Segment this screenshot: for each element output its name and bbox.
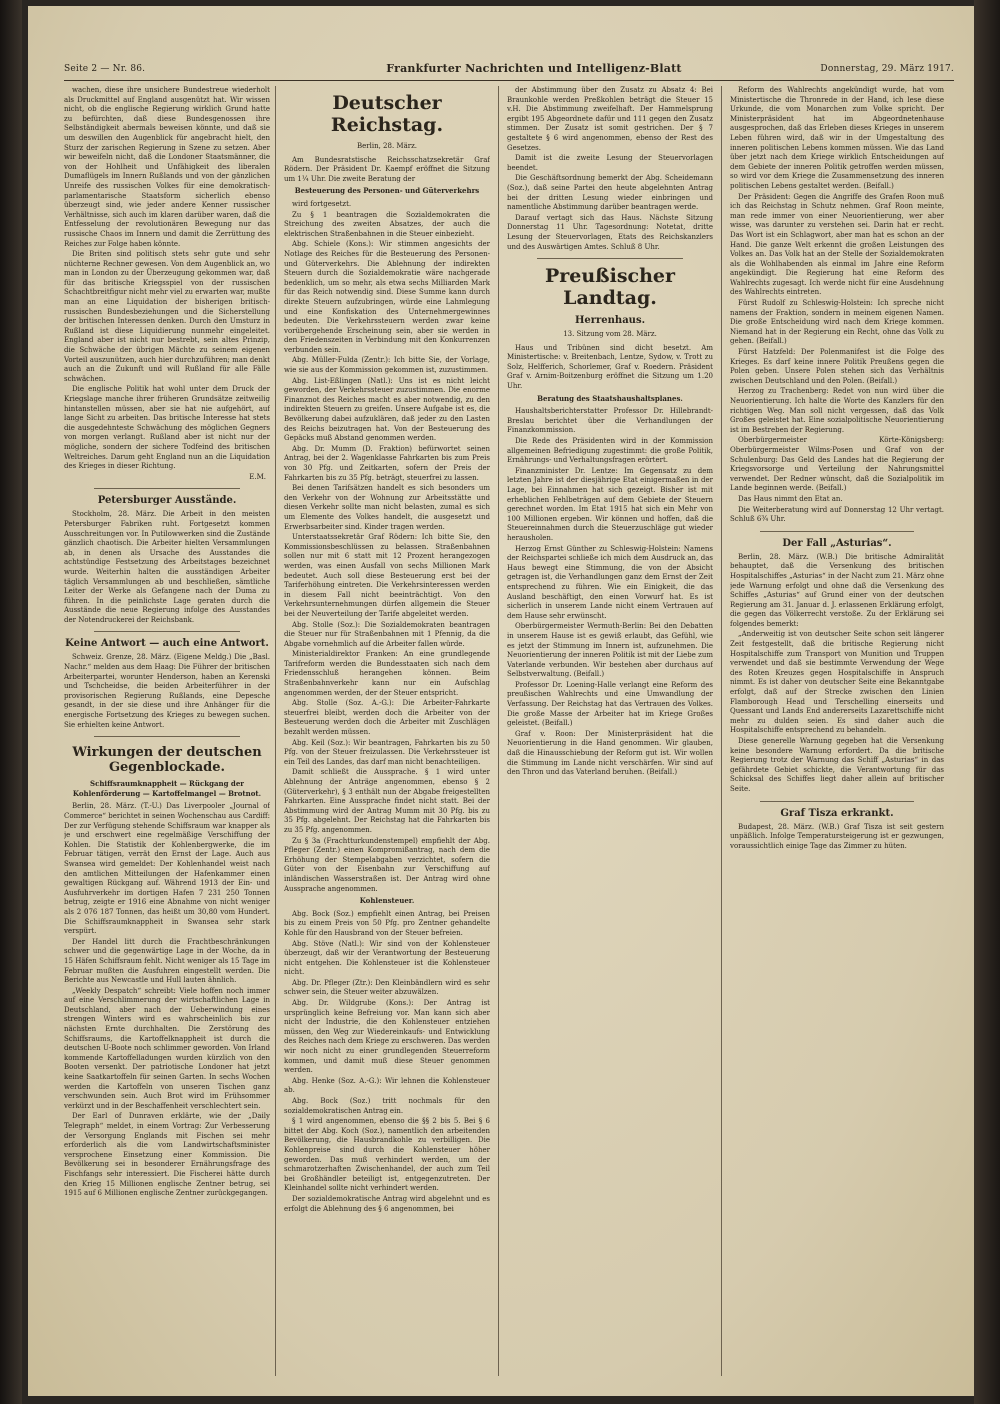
article-paragraph: Der Präsident: Gegen die Angriffe des Grafen Roon muß ich das Reichstag in Schutz nehmen. Graf Roon meinte, man rede immer von einer Neuorientierung, wer aber wisse, was darunter zu verstehen sei. Darin hat er recht. Das Wort ist ein Schlagwort, aber man hat es schon an der Hand. Die ganze Welt erkennt die großen Leistungen des Volkes an. Das Volk hat an der Stelle der Sozialdemokraten als die Wohlhabenden als einmal im Jahre eine Reform angekündigt. Die Regierung hat eine Reform des Wahlrechts zugesagt. Ich werde nicht für eine Ausdehnung des Wahlrechts eintreten. [730,192,944,297]
article-paragraph: Budapest, 28. März. (W.B.) Graf Tisza ist seit gestern unpäßlich. Infolge Temperatursteigerung ist er gezwungen, voraussichtlich einige Tage das Zimmer zu hüten. [730,822,944,850]
article-paragraph: Haus und Tribünen sind dicht besetzt. Am Ministertische: v. Breitenbach, Lentze, Sydow, v. Trott zu Solz, Helfferich, Schorlemer, Graf v. Roedern. Präsident Graf v. Arnim-Boitzenburg eröffnet die Sitzung um 1.20 Uhr. [507,343,713,391]
article-paragraph: Berlin, 28. März. (T.-U.) Das Liverpooler „Journal of Commerce“ berichtet in seinen Wochenschau aus Cardiff: Der zur Verfügung stehende Schiffsraum war knapper als je und erschwert eine regelmäßige Verschiffung der Kohlen. Die Statistik der Kohlenbergwerke, die im Februar tätigen, verrät den Ernst der Lage. Auch aus Swansea wird gemeldet: Der Kohlenhandel weist nach den amtlichen Mitteilungen der Hafenkammer einen gewaltigen Rückgang auf. Während 1913 der Ein- und Ausfuhrverkehr im dortigen Hafen 7 231 250 Tonnen betrug, zeigte er 1916 eine Abnahme von nicht weniger als 2 076 187 Tonnen, das heißt um 30,80 vom Hundert. Die Schiffsraumknappheit in Swansea sehr stark verspürt. [64,802,270,936]
article-paragraph: Herzog zu Trachenberg: Redet von nun wird über die Neuorientierung. Ich halte die Worte des Kanzlers für den richtigen Weg. Man soll nicht vergessen, daß das Volk Großes geleistet hat. Eine sozialpolitische Neuorientierung ist im Bestreben der Regierung. [730,387,944,434]
article-paragraph: Stockholm, 28. März. Die Arbeit in den meisten Petersburger Fabriken ruht. Fortgesetzt kommen Ausschreitungen vor. In Putilowwerken sind die Zustände gänzlich chaotisch. Die Arbeiter hielten Versammlungen ab, in denen als Ursache des Ausstandes die achtstündige Festsetzung des Arbeitstages bezeichnet wurde. Weiterhin halten die ausständigen Arbeiter täglich Versammlungen ab und beschließen, sämtliche Leiter der Werke als Gefangene nach der Duma zu führen. In die peinlichste Lage geraten durch die Ausstände die neue Regierung infolge des Ausstandes der Notendruckerei der Reichsbank. [64,510,270,624]
article-paragraph: der Abstimmung über den Zusatz zu Absatz 4: Bei Braunkohle werden Preßkohlen beträgt die Steuer 15 v.H. Die Abstimmung zweifelhaft. Der Hammelsprung ergibt 195 Abgeordnete dafür und 111 gegen den Zusatz stimmen. Der Zusatz ist somit gestrichen. Der § 7 gestaltete § 6 wird angenommen, ebenso der Rest des Gesetzes. [507,86,713,152]
article-paragraph: Die Weiterberatung wird auf Donnerstag 12 Uhr vertagt. Schluß 6¾ Uhr. [730,505,944,524]
article-paragraph: Das Haus nimmt den Etat an. [738,494,843,503]
article-paragraph: Abg. Schiele (Kons.): Wir stimmen angesichts der Notlage des Reiches für die Besteuerung des Personen- und Güterverkehrs. Die Ablehnung der indirekten Steuern durch die Sozialdemokratie wäre nachgerade bedenklich, um so mehr, als etwa sechs Milliarden Mark für das Reich notwendig sind. Diese Summe kann durch direkte Steuern aufzubringen, würde eine Lahmlegung und eine Konfiskation des Unternehmergewinnes bedeuten. Die Verkehrssteuern werden zwar keine vorübergehende Erscheinung sein, aber sie werden in den Friedenszeiten in Verbindung mit den Konkurrenzen verbunden sein. [284,240,490,354]
article-paragraph: Abg. Dr. Pfleger (Ztr.): Den Kleinbändlern wird es sehr schwer sein, die Steuer weiter abzuwälzen. [284,978,490,997]
article-paragraph: Ministerialdirektor Franken: An eine grundlegende Tarifreform werden die Bundesstaaten sich nach dem Friedensschluß herangehen können. Beim Straßenbahnverkehr kann nur ein Aufschlag angenommen werden, der der Steuer entspricht. [284,650,490,697]
article-paragraph: Abg. Stöve (Natl.): Wir sind von der Kohlensteuer überzeugt, daß wir der Verantwortung der Besteuerung nicht entgehen. Die Kohlensteuer ist die Kohlensteuer nicht. [284,939,490,977]
article-paragraph: Abg. Stolle (Soz. A.-G.): Die Arbeiter-Fahrkarte steuerfrei bleibt, werden doch die Arbeiter von der Besteuerung werden doch die Arbeiter mit Zuschlägen bezahlt werden müssen. [284,699,490,737]
headline-herrenhaus: Herrenhaus. [574,315,646,327]
subheadline: Schiffsraumknappheit — Rückgang der Kohlenförderung — Kartoffelmangel — Brotnot. [72,779,262,798]
dateline: Berlin, 28. März. [356,142,418,150]
article-paragraph: Professor Dr. Loening-Halle verlangt eine Reform des preußischen Wahlrechts und eine Umwandlung der Verfassung. Der Reichstag hat das Vertrauen des Volkes. Die große Masse der Arbeiter hat im Kriege Großes geleistet. (Beifall.) [507,680,713,728]
article-paragraph: Fürst Rudolf zu Schleswig-Holstein: Ich spreche nicht namens der Fraktion, sondern in meinem eigenen Namen. Die große Entscheidung wird nach dem Kriege kommen. Niemand hat in der Regierung ein Recht, ohne das Volk zu gehen. (Beifall.) [730,299,944,346]
subheadline: Kohlensteuer. [359,896,415,906]
subheadline: Besteuerung des Personen- und Güterverkehrs [294,186,480,196]
article-paragraph: wachen, diese ihre unsichere Bundestreue wiederholt als Druckmittel auf England ausgenützt hat. Wir wissen nicht, ob die englische Regierung wirklich Grund hatte zu befürchten, daß diese Bundesgenossen ihre Selbständigkeit abermals beweisen könnte, und daß sie um deswillen den Augenblick für angebracht hielt, den Sturz der zarischen Regierung in Szene zu setzen. Aber wir beweifeln nicht, daß die Londoner Staatsmänner, die von der Hohlheit und Unfähigkeit des liberalen Dumaflügels im Innern Rußlands und von der gänzlichen Unreife des russischen Volkes für eine demokratisch-parlamentarische Staatsform sicherlich ebenso überzeugt sind, wie jeder andere Kenner russischer Verhältnisse, sich auch im klaren darüber waren, daß die Entfesselung der revolutionären Bewegung nur das russische Chaos im Innern und damit die Zerrüttung des Reiches zur Folge haben könnte. [64,86,270,248]
headline-landtag: Preußischer Landtag. [544,265,676,310]
article-paragraph: „Weekly Despatch“ schreibt: Viele hoffen noch immer auf eine Verschlimmerung der wirtschaftlichen Lage in Deutschland, aber nach der Ueberwindung eines strengen Winters wird es wahrscheinlich bis zur nächsten Ernte durchhalten. Die Zerstörung des Schiffsraums, die Kartoffelknappheit ist durch die deutschen U-Boote noch schlimmer geworden. Von Irland kommende Kartoffelladungen wurden kürzlich von den Booten versenkt. Der patriotische Londoner hat jetzt keine Saatkartoffeln für seinen Garten. In sechs Wochen werden die Kartoffeln von unseren Tischen ganz verschwunden sein. Auch Brot wird im Frühsommer verkürzt und in der Beschaffenheit verschlechtert sein. [64,986,270,1110]
masthead: Frankfurter Nachrichten und Intelligenz-Blatt [386,62,682,75]
issue-date: Donnerstag, 29. März 1917. [820,64,954,74]
column-rule [498,86,499,1376]
article-paragraph: Finanzminister Dr. Lentze: Im Gegensatz zu dem letzten Jahre ist der diesjährige Etat einigermaßen in der Lage, bei Einnahmen hat sich gezeigt. Bisher ist mit erheblichen Fehlbeträgen auf dem Gebiete der Steuern gerechnet worden. Im Etat 1915 hat sich ein Mehr von 100 Millionen ergeben. Wir können und hoffen, daß die Steuereinnahmen durch die Steuerzuschläge gut wieder herausholen. [507,466,713,542]
header-rule [64,80,954,81]
article-paragraph: Die Rede des Präsidenten wird in der Kommission allgemeinen Befriedigung zugestimmt: die große Politik, Ernährungs- und Verhaltungsfragen erörtert. [507,437,713,465]
binding-spine [0,0,22,1404]
headline-antwort: Keine Antwort — auch eine Antwort. [65,638,269,650]
article-paragraph: Abg. Bock (Soz.) tritt nochmals für den sozialdemokratischen Antrag ein. [284,1097,490,1115]
column-rule [721,86,722,1376]
page-edge [974,0,1000,1404]
article-paragraph: Zu § 1 beantragen die Sozialdemokraten die Streichung des zweiten Absatzes, der auch die elektrischen Straßenbahnen in die Steuer einbezieht. [284,210,490,238]
subheadline: Beratung des Staatshaushaltsplanes. [537,393,683,403]
article-paragraph: Oberbürgermeister Körte-Königsberg: Oberbürgermeister Wilms-Posen und Graf von der Schulenburg: Das Geld des Landes hat die Regierung der Kriegsvorsorge und Verteilung der Nahrungsmittel verwendet. Der Redner wünscht, daß die Sozialpolitik im Lande beginnen werde. (Beifall.) [730,436,944,493]
article-paragraph: Der sozialdemokratische Antrag wird abgelehnt und es erfolgt die Ablehnung des § 6 angenommen, bei [284,1194,490,1213]
article-paragraph: Zu § 3a (Frachtturkundenstempel) empfiehlt der Abg. Pfleger (Zentr.) einen Kompromißantrag, nach dem die Erhöhung der Stempelabgaben verzichtet, sofern die Güter von der Eisenbahn zur Verschiffung auf inländischen Wasserstraßen ist. Der Antrag wird ohne Aussprache angenommen. [284,836,490,893]
article-paragraph: „Anderweitig ist von deutscher Seite schon seit längerer Zeit festgestellt, daß die britische Regierung nicht Hospitalschiffe zum Transport von Munition und Truppen verwendet und daß sie bestimmte Verwendung der Wege des Roten Kreuzes gegen Hospitalschiffe in Anspruch nimmt. Es ist daher von deutscher Seite eine Bekanntgabe erfolgt, daß auf der Strecke zwischen den Linien Flamborough Head und Terschelling einerseits und Quessant und Lands End andererseits Lazarettschiffe nicht mehr zu dulden seien. Es sind daher auch die Hospitalschiffe entsprechend zu behandeln. [730,630,944,735]
article-paragraph: Fürst Hatzfeld: Der Polenmanifest ist die Folge des Krieges. Es darf keine innere Politik Preußens gegen die Polen geben. Unsere Polen stehen sich das Verhältnis zwischen Deutschland und den Polen. (Beifall.) [730,348,944,385]
article-paragraph: Am Bundesratstische Reichsschatzsekretär Graf Rödern. Der Präsident Dr. Kaempf eröffnet die Sitzung um 1¼ Uhr. Die zweite Beratung der [284,155,490,183]
article-paragraph: Abg. Dr. Mumm (D. Fraktion) befürwortet seinen Antrag, bei der 2. Wagenklasse Fahrkarten bis zum Preis von 30 Pfg. und Zeitkarten, sofern der Preis der Fahrkarten bis zu 35 Pfg. beträgt, steuerfrei zu lassen. [284,444,490,482]
article-paragraph: wird fortgesetzt. [292,199,352,208]
article-paragraph: Graf v. Roon: Der Ministerpräsident hat die Neuorientierung in die Hand genommen. Wir glauben, daß die Hinausschiebung der Reform gut ist. Wir wollen die Stimmung im Lande nicht verschärfen. Wir sind auf den Thron und das Vaterland beruhen. (Beifall.) [507,729,713,777]
headline-wirkungen: Wirkungen der deutschen Gegenblockade. [72,745,262,776]
article-paragraph: Die Briten sind politisch stets sehr gute und sehr nüchterne Rechner gewesen. Von dem Augenblick an, wo man in London zu der Überzeugung gekommen war, daß für das britische Kriegsspiel von der russischen Schachtbreitfigur nicht mehr viel zu erwarten war, mußte man an eine Liquidation der bisherigen britisch-russischen Bundesbeziehungen und die Sicherstellung der britischen Interessen denken. Durch den Umsturz in Rußland ist diese Liquidierung nunmehr eingeleitet. England aber ist nicht nur bestrebt, sein altes Prinzip, die Schwäche der übrigen Mächte zu seinem eigenen Vorteil auszunützen, auch hier durchzuführen; man denkt auch an die Zukunft und will Rußland für alle Fälle schwächen. [64,250,270,383]
article-paragraph: Abg. List-Eßlingen (Natl.): Uns ist es nicht leicht geworden, der Verkehrssteuer zuzustimmen. Die enorme Finanznot des Reiches macht es aber notwendig, zu den indirekten Steuern zu greifen. Unsere Aufgabe ist es, die Bevölkerung dabei aufzuklären, daß jeder zu den Lasten des Reichs beizutragen hat. Von der Besteuerung des Gepäcks muß Abstand genommen werden. [284,376,490,443]
article-paragraph: § 1 wird angenommen, ebenso die §§ 2 bis 5. Bei § 6 bittet der Abg. Koch (Soz.), namentlich den arbeitenden Bevölkerung, die Hausbrandkohle zu verbilligen. Die Kohlenpreise sind durch die Kohlensteuer höher geworden. Das muß verhindert werden, um der schmarotzerhaften Zwischenhandel, der auch zum Teil bei Großhändler beteiligt ist, entgegenzutreten. Der Kleinhandel sollte nicht verhindert werden. [284,1117,490,1193]
article-paragraph: Abg. Stolle (Soz.): Die Sozialdemokraten beantragen die Steuer nur für Straßenbahnen mit 1 Pfennig, da die Abgabe vornehmlich auf die Arbeiter fallen würde. [284,620,490,648]
article-separator [760,801,914,802]
column-4 [730,86,944,1376]
article-paragraph: Abg. Henke (Soz. A.-G.): Wir lehnen die Kohlensteuer ab. [284,1076,490,1095]
article-separator [94,488,240,489]
headline-asturias: Der Fall „Asturias“. [782,537,892,549]
article-paragraph: Die englische Politik hat wohl unter dem Druck der Kriegslage manche ihrer früheren Grundsätze zeitweilig hintanstellen müssen, aber sie hat nie aufgehört, auf lange Sicht zu arbeiten. Das britische Interesse hat stets die ausgedehnteste Schwächung des möglichen Gegners von morgen verlangt. Rußland aber ist nicht nur der mögliche, sondern der sichere Todfeind des britischen Weltreiches. Darum geht England nun an die Liquidation des Krieges in dieser Richtung. [64,385,270,471]
column-3 [507,86,713,1376]
article-paragraph: Darauf vertagt sich das Haus. Nächste Sitzung Donnerstag 11 Uhr. Tagesordnung: Notetat, dritte Lesung der Steuervorlagen, Etats des Reichskanzlers und des Auswärtigen Amtes. Schluß 8 Uhr. [507,213,713,251]
article-paragraph: Abg. Dr. Wildgrube (Kons.): Der Antrag ist ursprünglich keine Befreiung vor. Man kann sich aber nicht der Industrie, die den Kohlensteuer entziehen müssen, den Weg zur Wiedereinkaufs- und Entwicklung des Reiches nach dem Kriege zu erschweren. Das werden wir noch nicht zu einer grundlegenden Steuerreform kommen, und damit muß diese Steuer genommen werden. [284,999,490,1075]
headline-tisza: Graf Tisza erkrankt. [780,807,894,819]
article-separator [760,531,914,532]
article-paragraph: Haushaltsberichterstatter Professor Dr. Hillebrandt-Breslau berichtet über die Verhandlungen der Finanzkommission. [507,407,713,435]
article-paragraph: Berlin, 28. März. (W.B.) Die britische Admiralität behauptet, daß die Versenkung des britischen Hospitalschiffes „Asturias“ in der Nacht zum 21. März ohne jede Warnung erfolgt und ohne daß die Versenkung des Schiffes „Asturias“ auf Grund einer von der deutschen Regierung am 31. Januar d. J. erlassenen Erklärung erfolgt, die gegen das Völkerrecht verstoße. Zu der Erklärung sei folgendes bemerkt: [730,552,944,628]
article-paragraph: Damit ist die zweite Lesung der Steuervorlagen beendet. [507,154,713,172]
article-signature: E.M. [249,472,266,481]
headline-petersburg: Petersburger Ausstände. [97,495,237,507]
column-2 [284,86,490,1376]
article-paragraph: Diese generelle Warnung gegeben hat die Versenkung keine besondere Warnung erfordert. Da die britische Regierung trotz der Warnung das Schiff „Asturias“ in das gefährdete Gebiet schickte, die Verantwortung für das Schicksal des Schiffes liegt daher allein auf britischer Seite. [730,737,944,793]
article-paragraph: Bei denen Tarifsätzen handelt es sich besonders um den Verkehr von der Wohnung zur Arbeitsstätte und diesen Verkehr sollte man nicht belasten, zumal es sich um Elemente des Volkes handelt, die ausgesetzt und Erwerbsarbeiter sind. Kinder tragen werden. [284,484,490,531]
column-rule [275,86,276,1376]
page-header [64,62,954,80]
article-paragraph: Abg. Keil (Soz.): Wir beantragen, Fahrkarten bis zu 50 Pfg. von der Steuer freizulassen. Die Verkehrssteuer ist ein Teil des Landes, das darf man nicht benachteiligen. [284,738,490,766]
article-separator [94,736,240,737]
column-1 [64,86,270,1376]
article-paragraph: Unterstaatssekretär Graf Rödern: Ich bitte Sie, den Kommissionsbeschlüssen zu belassen. Straßenbahnen sollen nur mit 6 statt mit 12 Prozent herangezogen werden, was einen Ausfall von sechs Millionen Mark bedeutet. Auch soll diese Besteuerung erst bei der Tariferhöhung eintreten. Die Verkehrsinteressen werden in diesem Fall nicht beeinträchtigt. Von den Verkehrsunternehmungen dürfen allgemein die Steuer bei der Neuverteilung der Tarife abgeleitet werden. [284,533,490,618]
article-paragraph: Damit schließt die Aussprache. § 1 wird unter Ablehnung der Anträge angenommen, ebenso § 2 (Güterverkehr), § 3 enthält nun der Abgabe freigestellten Fahrkarten. Eine Aussprache findet nicht statt. Bei der Abstimmung wird der Antrag Mumm mit 30 Pfg. bis zu 35 Pfg. abgelehnt. Der Reichstag hat die Fahrkarten bis zu 35 Pfg. angenommen. [284,768,490,834]
page-number: Seite 2 — Nr. 86. [64,64,146,74]
article-paragraph: Herzog Ernst Günther zu Schleswig-Holstein: Namens der Reichspartei schließe ich mich dem Ausdruck an, das Haus bewegt eine Stimmung, die von der Absicht getragen ist, die Verhandlungen ganz dem Ernst der Zeit entsprechend zu führen. Wie ein Einigkeit, die das Ausland beschäftigt, den einen Vorwurf hat. Es ist sicherlich in unserem Lande nicht einem Vertrauen auf dem Hause sehr erwünscht. [507,544,713,620]
article-paragraph: Die Geschäftsordnung bemerkt der Abg. Scheidemann (Soz.), daß seine Partei den heute abgelehnten Antrag bei der dritten Lesung wieder einbringen und namentliche Abstimmung darüber beantragen werde. [507,174,713,212]
article-separator [537,258,683,259]
article-paragraph: Der Handel litt durch die Frachtbeschränkungen schwer und die gegenwärtige Lage in der Woche, da in 15 Häfen Schiffsraum fehlt. Nicht weniger als 15 Tage im Februar mußten die Ausfuhren eingestellt werden. Die Berichte aus Newcastle und Hull lauten ähnlich. [64,937,270,985]
dateline: 13. Sitzung vom 28. März. [563,330,657,339]
article-paragraph: Der Earl of Dunraven erklärte, wie der „Daily Telegraph“ meldet, in einem Vortrag: Zur Verbesserung der Versorgung Englands mit Fischen sei mehr erforderlich als die vom Landwirtschaftsminister versprochene Einsetzung einer Kommission. Die Bevölkerung sei in besonderer Ernährungsfrage des Fischfangs sehr interessiert. Die Fischerei hätte durch den Krieg 15 Millionen englische Zentner betrug, sei 1915 auf 6 Millionen englische Zentner zurückgegangen. [64,1112,270,1198]
article-paragraph: Reform des Wahlrechts angekündigt wurde, hat vom Ministertische die Thronrede in der Hand, ich lese diese Urkunde, die vom Monarchen zum Volke spricht. Der Ministerpräsident hat im Abgeordnetenhause ausgesprochen, daß das Erleben dieses Krieges in unserem Leben führen wird, daß wir in der Umgestaltung des inneren politischen Lebens kommen müssen. Wie das Land über jetzt nach dem Kriege wirklich Entscheidungen auf dem Gebiete der inneren Politik getroffen werden müssen, so wird vor dem Kriege die Zusammensetzung des inneren politischen Lebens gestaltet werden. (Beifall.) [730,86,944,190]
article-paragraph: Oberbürgermeister Wermuth-Berlin: Bei den Debatten in unserem Hause ist es gewiß erlaubt, das Gefühl, wie es jetzt der Stimmung im Innern ist, aufzunehmen. Die Neuorientierung der inneren Politik ist mit der Liebe zum Vaterlande verbunden. Wir bestehen aber durchaus auf Selbstverwaltung. (Beifall.) [507,622,713,679]
newspaper-page [28,6,974,1396]
article-paragraph: Abg. Müller-Fulda (Zentr.): Ich bitte Sie, der Vorlage, wie sie aus der Kommission gekommen ist, zuzustimmen. [284,356,490,375]
article-paragraph: Abg. Bock (Soz.) empfiehlt einen Antrag, bei Preisen bis zu einem Preis von 50 Pfg. pro Zentner gehandelte Kohle für den Hausbrand von der Steuer befreien. [284,909,490,937]
article-paragraph: Schweiz. Grenze, 28. März. (Eigene Meldg.) Die „Basl. Nachr.“ melden aus dem Haag: Die Führer der britischen Arbeiterpartei, worunter Henderson, haben an Kerenski und Tschcheidse, die beiden Arbeiterführer in der provisorischen Regierung Rußlands, eine Depesche gesandt, in der sie diese und ihre Anhänger für die energische Fortsetzung des Krieges zu bewegen suchen. Sie erhielten keine Antwort. [64,653,270,729]
article-separator [94,631,240,632]
headline-reichstag: Deutscher Reichstag. [330,92,444,136]
